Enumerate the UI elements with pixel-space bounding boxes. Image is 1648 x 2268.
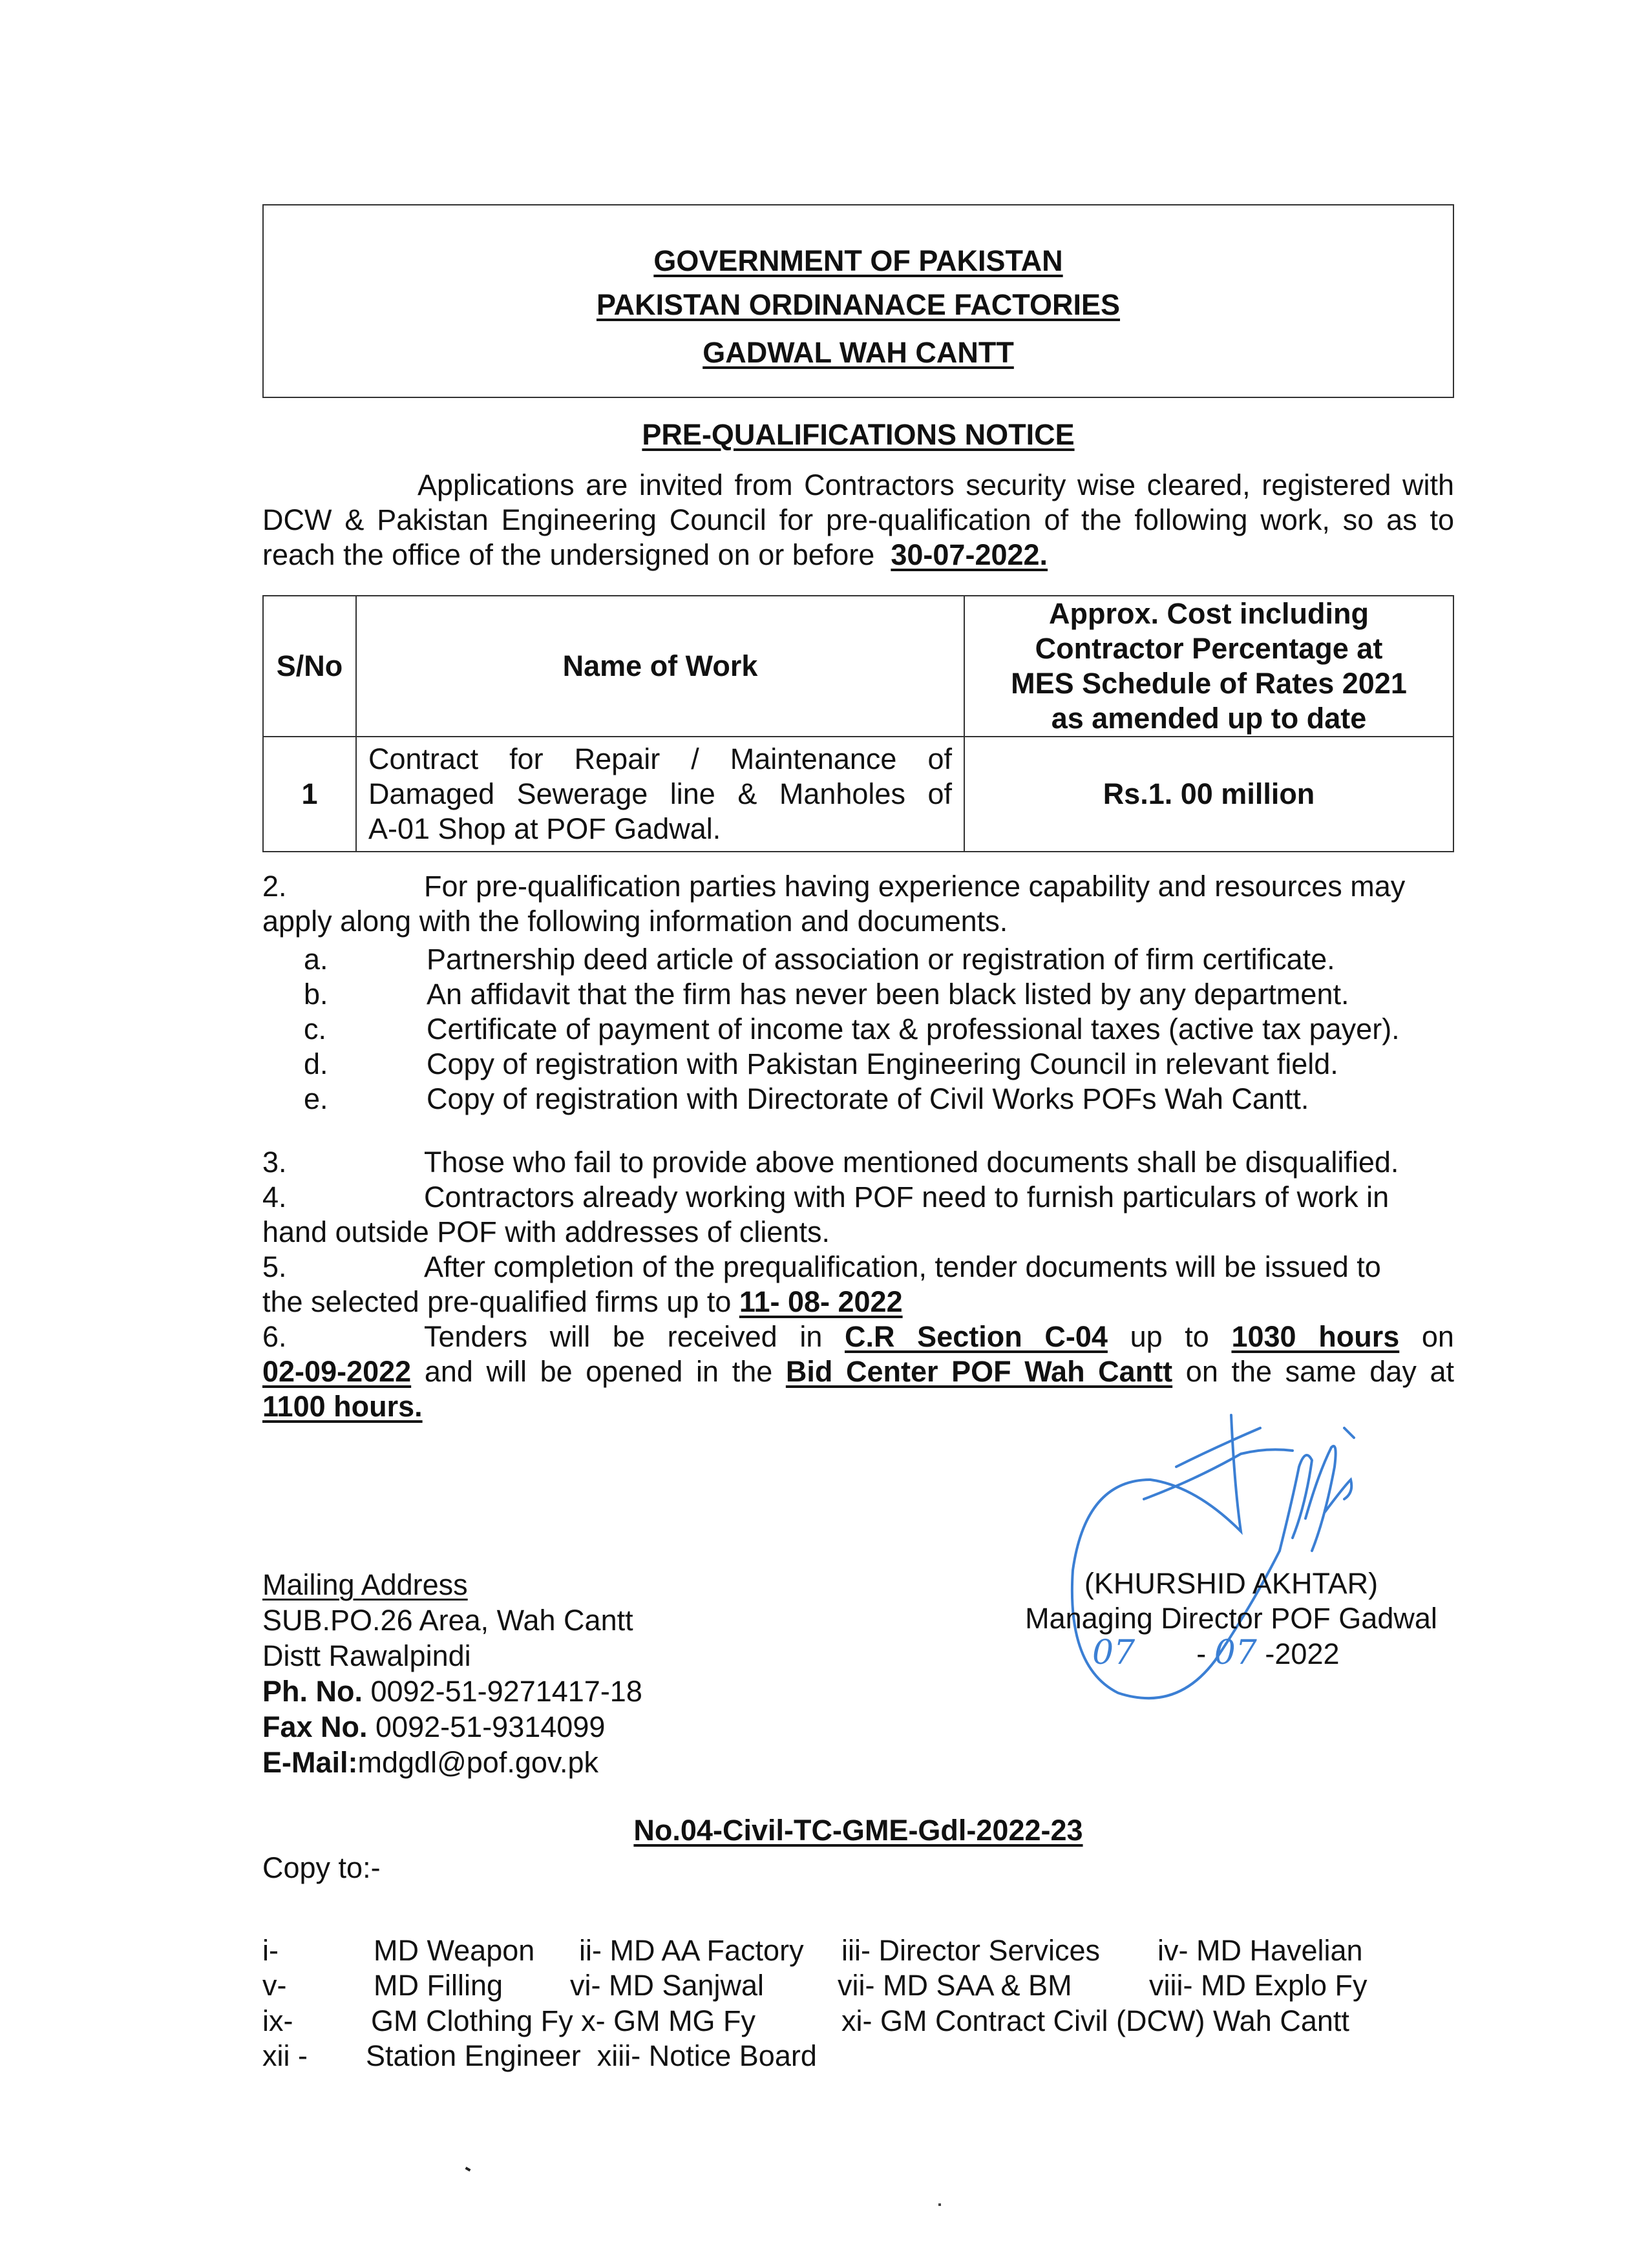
signatory-name: (KHURSHID AKHTAR) (1084, 1567, 1379, 1600)
intro-paragraph (262, 468, 1454, 572)
scan-speck (938, 2203, 941, 2206)
issue-date: 11- 08- 2022 (739, 1285, 903, 1318)
para-6-line-2: 02-09-2022 and will be opened in the Bid Center POF Wah Cantt on the same day at (262, 1355, 1454, 1388)
copy-to-label: Copy to:- (262, 1851, 381, 1884)
letterhead-line-2: PAKISTAN ORDINANACE FACTORIES (596, 288, 1121, 321)
list-item: e. Copy of registration with Directorate of Civil Works POFs Wah Cantt. (304, 1082, 1309, 1115)
receipt-time: 1030 hours (1231, 1320, 1400, 1353)
list-item: a. Partnership deed article of association or registration of firm certificate. (304, 943, 1335, 976)
work-table (262, 595, 1454, 852)
list-item: b. An affidavit that the firm has never been black listed by any department. (304, 978, 1349, 1011)
signature-date: 07 - 07 -2022 (1092, 1633, 1340, 1672)
letterhead-line-3: GADWAL WAH CANTT (703, 336, 1014, 369)
para-5-line-1: 5. After completion of the prequalification, tender documents will be issued to (262, 1250, 1381, 1283)
scan-speck (465, 2167, 471, 2171)
para-5-line-2: the selected pre-qualified firms up to 11- 08- 2022 (262, 1285, 903, 1318)
phone-number: Ph. No. 0092-51-9271417-18 (262, 1675, 642, 1708)
signature-mark (1047, 1389, 1512, 1725)
row-work-description: Contract for Repair / Maintenance of Damaged Sewerage line & Manholes of A-01 Shop at POF Gadwal. (356, 737, 964, 852)
mailing-line-2: Distt Rawalpindi (262, 1639, 471, 1672)
intro-text: Applications are invited from Contractors security wise cleared, registered with DCW & Pakistan Engineering Council for pre-qualification of the following work, so as to reach the office of the undersigned on or before (262, 468, 1454, 571)
row-sno: 1 (263, 737, 356, 852)
mailing-heading: Mailing Address (262, 1568, 468, 1601)
bid-venue: Bid Center POF Wah Cantt (785, 1355, 1173, 1388)
handwritten-month: 07 (1214, 1633, 1257, 1672)
para-6-line-1: 6. Tenders will be received in C.R Section C-04 up to 1030 hours on (262, 1320, 1454, 1353)
list-item: c. Certificate of payment of income tax & professional taxes (active tax payer). (304, 1013, 1400, 1045)
para-4-line-2: hand outside POF with addresses of clients. (262, 1215, 830, 1248)
header-sno: S/No (263, 596, 356, 737)
receipt-location: C.R Section C-04 (845, 1320, 1108, 1353)
signatory-designation: Managing Director POF Gadwal (1025, 1602, 1437, 1635)
para-2-line-2: apply along with the following information and documents. (262, 905, 1008, 938)
table-header-row (263, 596, 1453, 737)
para-4-line-1: 4. Contractors already working with POF need to furnish particulars of work in (262, 1181, 1389, 1213)
opening-time: 1100 hours. (262, 1390, 423, 1423)
para-3: 3. Those who fail to provide above mentioned documents shall be disqualified. (262, 1146, 1399, 1179)
email-address: E-Mail:mdgdl@pof.gov.pk (262, 1746, 599, 1779)
list-item: d. Copy of registration with Pakistan Engineering Council in relevant field. (304, 1047, 1338, 1080)
reference-number: No.04-Civil-TC-GME-Gdl-2022-23 (633, 1814, 1083, 1847)
tender-date: 02-09-2022 (262, 1355, 412, 1388)
row-cost: Rs.1. 00 million (964, 737, 1453, 852)
deadline-date: 30-07-2022. (891, 538, 1048, 571)
letterhead-box (262, 204, 1454, 398)
letterhead-line-1: GOVERNMENT OF PAKISTAN (653, 244, 1063, 277)
header-name-of-work: Name of Work (356, 596, 964, 737)
para-2-line-1: 2. For pre-qualification parties having experience capability and resources may (262, 870, 1406, 903)
handwritten-day: 07 (1092, 1633, 1136, 1672)
mailing-line-1: SUB.PO.26 Area, Wah Cantt (262, 1604, 633, 1637)
header-approx-cost: Approx. Cost including Contractor Percentage at MES Schedule of Rates 2021 as amended up to date (964, 596, 1453, 737)
fax-number: Fax No. 0092-51-9314099 (262, 1710, 606, 1743)
table-row (263, 737, 1453, 852)
notice-title: PRE-QUALIFICATIONS NOTICE (642, 418, 1075, 451)
